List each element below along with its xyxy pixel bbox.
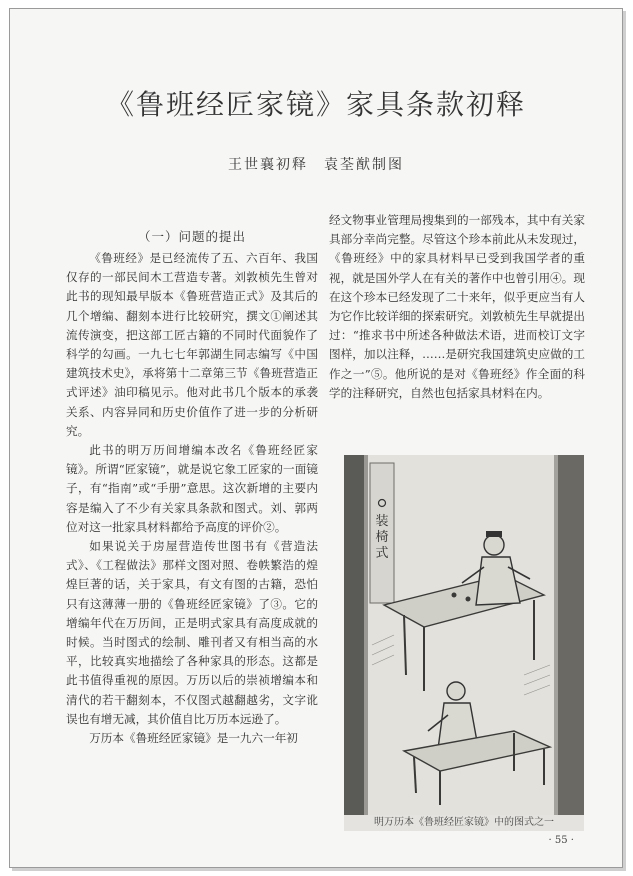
body-paragraph: 《鲁班经》是已经流传了五、六百年、我国仅存的一部民间木工营造专著。刘敦桢先生曾对此书的现知最早版本《鲁班营造正式》及其后的几个增编、翻刻本进行比较研究，撰文①阐述其流传演变，把这部工匠古籍的不同时代面貌作了科学的勾画。一九七七年郭湖生同志编写《中国建筑技术史》，承将第十二章第三节《鲁班营造正式评述》油印稿见示。他对此书几个版本的承袭关系、内容异同和历史价值作了进一步的分析研究。 (66, 251, 318, 438)
body-paragraph: 万历本《鲁班经匠家镜》是一九六一年初 (89, 731, 298, 746)
journal-page (9, 8, 623, 868)
svg-text:椅: 椅 (375, 530, 389, 545)
body-paragraph: 经文物事业管理局搜集到的一部残本，其中有关家具部分幸尚完整。尽管这个珍本前此从未发现过，《鲁班经》中的家具材料早已受到我国学者的重视，就是国外学人在有关的著作中也曾引用④。现在这个珍本已经发现了二十来年，似乎更应当有人为它作比较详细的探索研究。刘敦桢先生早就提出过：“推求书中所述各种做法术语，进而校订文字图样，加以注释，……是研究我国建筑史应做的工作之一”⑤。他所说的是对《鲁班经》作全面的科学的注释研究，自然也包括家具材料在内。 (329, 213, 585, 400)
woodblock-illustration (344, 455, 584, 815)
body-paragraph: 此书的明万历间增编本改名《鲁班经匠家镜》。所谓“匠家镜”，就是说它象工匠家的一面镜子，有“指南”或“手册”意思。这次新增的主要内容是编入了不少有关家具条款和图式。刘、郭两位对这一批家具材料都给予高度的评价②。 (66, 443, 318, 534)
figure-caption: 明万历本《鲁班经匠家镜》中的图式之一 (344, 815, 584, 831)
woodblock-print-drawing (344, 455, 584, 815)
body-paragraph: 如果说关于房屋营造传世图书有《营造法式》、《工程做法》那样文图对照、卷帙繁浩的煌煌巨著的话，关于家具，有文有图的古籍，恐怕只有这薄薄一册的《鲁班经匠家镜》了③。它的增编年代在万历间，正是明式家具有高度成就的时候。当时图式的绘制、雕刊者又有相当高的水平，比较真实地描绘了各种家具的形态。这都是此书值得重视的原因。万历以后的崇祯增编本和清代的若干翻刻本，不仅图式越翻越劣，文字讹误也有增无减，其价值自比万历本远逊了。 (66, 539, 318, 726)
article-authors: 王世襄初释 袁荃猷制图 (228, 157, 404, 173)
svg-text:装: 装 (375, 514, 389, 529)
right-text-column (329, 211, 585, 403)
page-number: · 55 · (548, 835, 574, 846)
article-title: 《鲁班经匠家镜》家具条款初释 (105, 88, 526, 121)
left-text-column (66, 211, 318, 748)
svg-text:式: 式 (375, 546, 389, 561)
section-heading: （一）问题的提出 (137, 229, 246, 244)
